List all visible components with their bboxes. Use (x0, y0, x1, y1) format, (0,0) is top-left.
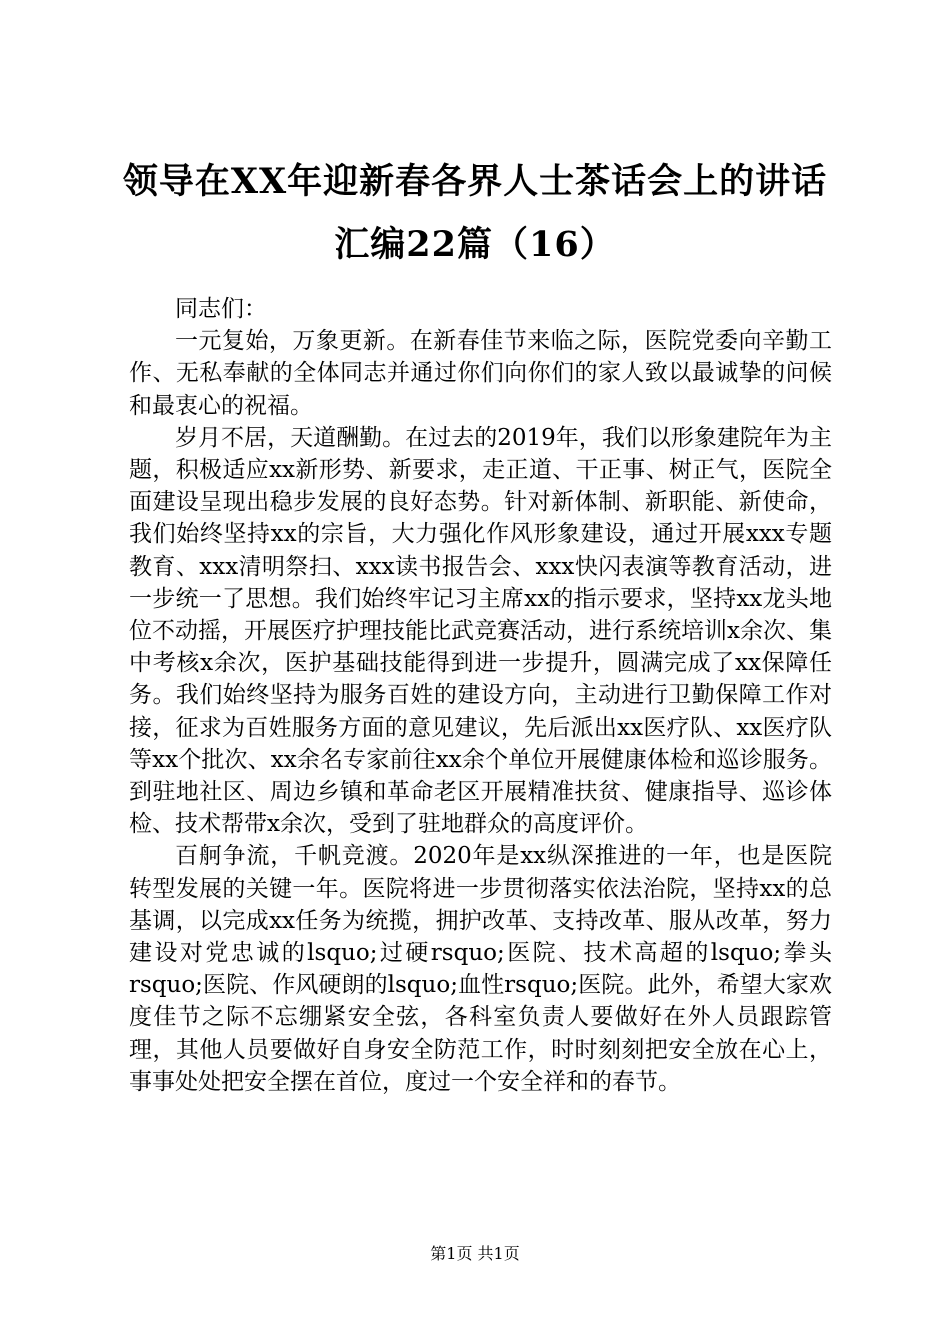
paragraph-outlook: 百舸争流，千帆竞渡。2020年是xx纵深推进的一年，也是医院转型发展的关键一年。医院将进一步贯彻落实依法治院，坚持xx的总基调，以完成xx任务为统揽，拥护改革、支持改革、服从改革，努力建设对党忠诚的lsquo;过硬rsquo;医院、技术高超的lsquo;拳头rsquo;医院、作风硬朗的lsquo;血性rsquo;医院。此外，希望大家欢度佳节之际不忘绷紧安全弦，各科室负责人要做好在外人员跟踪管理，其他人员要做好自身安全防范工作，时时刻刻把安全放在心上，事事处处把安全摆在首位，度过一个安全祥和的春节。 (129, 843, 832, 1095)
document-title-line-1: 领导在XX年迎新春各界人士茶话会上的讲话 (122, 161, 828, 202)
salutation: 同志们： (175, 296, 267, 322)
document-body (129, 293, 832, 1098)
paragraph-greeting: 一元复始，万象更新。在新春佳节来临之际，医院党委向辛勤工作、无私奉献的全体同志并通过你们向你们的家人致以最诚挚的问候和最衷心的祝福。 (129, 328, 832, 419)
document-title-line-2: 汇编22篇（16） (334, 224, 616, 265)
paragraph-review: 岁月不居，天道酬勤。在过去的2019年，我们以形象建院年为主题，积极适应xx新形势、新要求，走正道、干正事、树正气，医院全面建设呈现出稳步发展的良好态势。针对新体制、新职能、新使命，我们始终坚持xx的宗旨，大力强化作风形象建设，通过开展xxx专题教育、xxx清明祭扫、xxx读书报告会、xxx快闪表演等教育活动，进一步统一了思想。我们始终牢记习主席xx的指示要求，坚持xx龙头地位不动摇，开展医疗护理技能比武竞赛活动，进行系统培训x余次、集中考核x余次，医护基础技能得到进一步提升，圆满完成了xx保障任务。我们始终坚持为服务百姓的建设方向，主动进行卫勤保障工作对接，征求为百姓服务方面的意见建议，先后派出xx医疗队、xx医疗队等xx个批次、xx余名专家前往xx余个单位开展健康体检和巡诊服务。到驻地社区、周边乡镇和革命老区开展精准扶贫、健康指导、巡诊体检、技术帮带x余次，受到了驻地群众的高度评价。 (129, 424, 832, 838)
page-footer: 第1页 共1页 (430, 1244, 520, 1263)
